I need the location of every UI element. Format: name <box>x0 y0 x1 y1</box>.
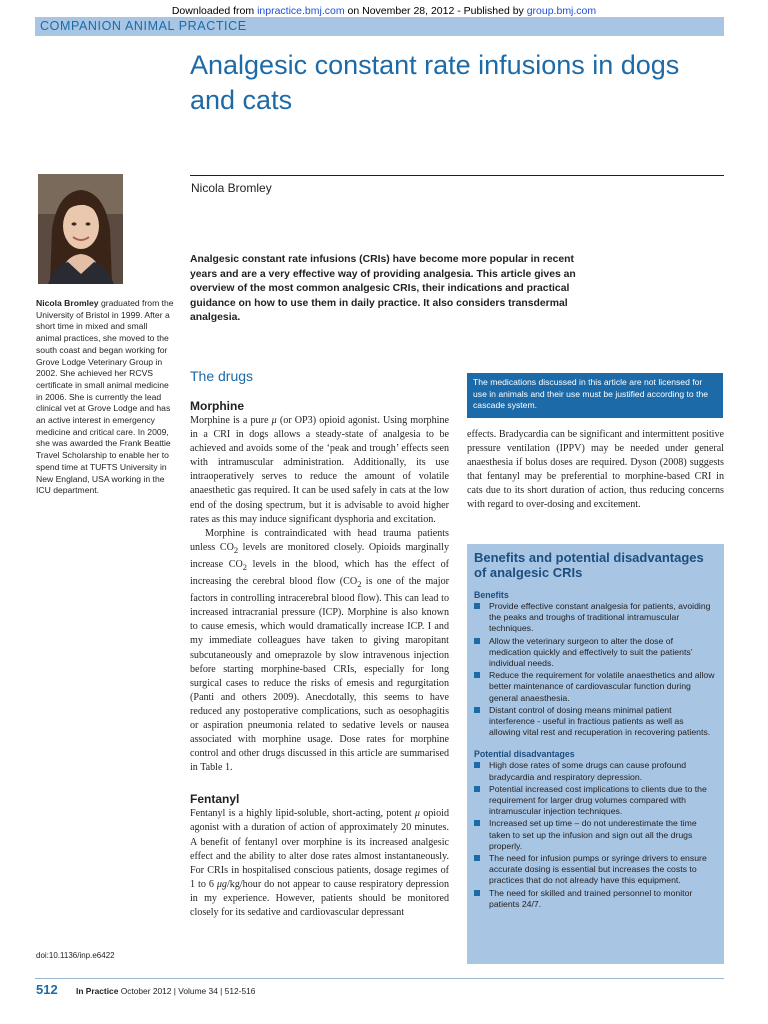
inpractice-link[interactable]: inpractice.bmj.com <box>257 5 345 17</box>
bmj-group-link[interactable]: group.bmj.com <box>526 5 597 17</box>
article-title: Analgesic constant rate infusions in dogs and cats <box>190 50 680 115</box>
main-column <box>190 368 449 920</box>
morphine-heading: Morphine <box>190 399 244 413</box>
disadvantages-list <box>474 760 717 910</box>
benefits-box-title: Benefits and potential disadvantages of analgesic CRIs <box>474 550 704 580</box>
list-item: Potential increased cost implications to clients due to the requirement for larger drug volumes compared with intramuscular injection techniques. <box>474 784 717 818</box>
drugs-heading: The drugs <box>190 368 254 384</box>
list-item: Reduce the requirement for volatile anaesthetics and allow better maintenance of cardiovascular function during general anaesthesia. <box>474 670 717 704</box>
section-label: COMPANION ANIMAL PRACTICE <box>40 19 247 33</box>
author-name: Nicola Bromley <box>191 181 272 195</box>
licensing-notice: The medications discussed in this article are not licensed for use in animals and their use must be justified according to the cascade system. <box>467 373 723 418</box>
fentanyl-heading: Fentanyl <box>190 792 240 807</box>
title-rule <box>190 175 724 176</box>
fentanyl-paragraph: Fentanyl is a highly lipid-soluble, short-acting, potent μ opioid agonist with a duration of action of approximately 20 minutes. A benefit of fentanyl over morphine is its increased analgesic effect and the ability to alter dose rates almost instantaneously. For CRIs in hospitalised conscious patients, dosage regimes of 1 to 6 μg/kg/hour do not appear to cause respiratory depression in my experience. However, patients should be monitored closely for its sedative and cardiovascular depressant <box>190 808 450 919</box>
page-number: 512 <box>36 982 58 997</box>
list-item: Distant control of dosing means minimal patient interference - useful in fractious patients as well as allowing vital rest and recuperation in recovering patients. <box>474 705 717 739</box>
list-item: Allow the veterinary surgeon to alter the dose of medication quickly and effectively to suit the patients’ individual needs. <box>474 636 717 670</box>
author-bio: Nicola Bromley graduated from the University of Bristol in 1999. After a short time in mixed and small animal practices, she moved to the south coast and began working for Grove Lodge Veterinary Group in 2002. She achieved her RCVS certificate in small animal medicine in 2006. She is currently the lead clinical vet at Grove Lodge and has an active interest in emergency medicine and critical care. In 2009, she was awarded the Frank Beattie Travel Scholarship to enable her to spend time at TUFTS University in New England, USA working in the ICU department. <box>36 298 174 496</box>
download-notice: Downloaded from inpractice.bmj.com on November 28, 2012 - Published by group.bmj.com <box>171 5 597 17</box>
benefits-box <box>467 544 724 964</box>
journal-citation: In Practice October 2012 | Volume 34 | 512-516 <box>76 986 256 996</box>
benefits-list <box>474 601 717 738</box>
list-item: High dose rates of some drugs can cause profound bradycardia and respiratory depression. <box>474 760 717 782</box>
fentanyl-continuation: effects. Bradycardia can be significant and intermittent positive pressure ventilation (IPPV) may be needed under general anaesthesia if bolus doses are required. Dyson (2008) suggests that fentanyl may be preferential to morphine-based CRI in cats due to its short duration of action, thus reducing concerns with regard to over-dosing and excitement. <box>467 429 724 511</box>
author-photo <box>38 174 123 284</box>
list-item: Provide effective constant analgesia for patients, avoiding the peaks and troughs of traditional intramuscular techniques. <box>474 601 717 635</box>
morphine-paragraph-2: Morphine is contraindicated with head trauma patients unless $CO_2$ levels are monitored closely. Opioids marginally increase $CO_2$ levels in the blood, which has the effect of increasing the cerebral blood flow ($CO_2$ is one of the major factors in controlling intracerebral blood flow). This can lead to increased intracranial pressure (ICP). Morphine is also known to cause emesis, which would dramatically increase ICP. I and my immediate colleagues have taken to giving maropitant subcutaneously and omeprazole by slow intravenous injection before starting morphine-based CRIs, especially for long surgical cases to reduce the risks of emesis and regurgitation (Panti and others 2009). Anecdotally, this seems to have reduced any postoperative complications, such as oesophagitis or aspiration pneumonia related to sedative levels or nausea associated with morphine usage. Dose rates for morphine control and other drugs discussed in this article are summarised in Table 1. <box>190 527 449 774</box>
doi[interactable]: doi:10.1136/inp.e6422 <box>36 951 115 960</box>
list-item: The need for skilled and trained personnel to monitor patients 24/7. <box>474 888 717 910</box>
benefits-heading: Benefits <box>474 590 509 600</box>
footer-rule <box>35 978 724 979</box>
section-band <box>35 17 724 36</box>
abstract: Analgesic constant rate infusions (CRIs) have become more popular in recent years and are a very effective way of providing analgesia. This article gives an overview of the most common analgesic CRIs, their indications and practical guidance on how to use them in daily practice. It also considers transdermal analgesia. <box>190 254 576 324</box>
list-item: The need for infusion pumps or syringe drivers to ensure accurate dosing is essential but increases the costs to practices that do not already have this equipment. <box>474 853 717 887</box>
disadvantages-heading: Potential disadvantages <box>474 749 575 760</box>
morphine-paragraph-1: Morphine is a pure μ (or OP3) opioid agonist. Using morphine in a CRI in dogs allows a steady-state of analgesia to be achieved and avoids some of the ‘peak and trough’ effects seen with intramuscular administration. Additionally, its use intraoperatively serves to reduce the amount of volatile anaesthetic gas required. It can be used safely in cats at the low end of the dosing spectrum, but it is advisable to avoid higher rates as this may induce significant dysphoria and excitation. <box>190 415 449 525</box>
list-item: Increased set up time – do not underestimate the time taken to set up the infusion and sign out all the drugs properly. <box>474 818 717 852</box>
second-column <box>467 428 724 513</box>
